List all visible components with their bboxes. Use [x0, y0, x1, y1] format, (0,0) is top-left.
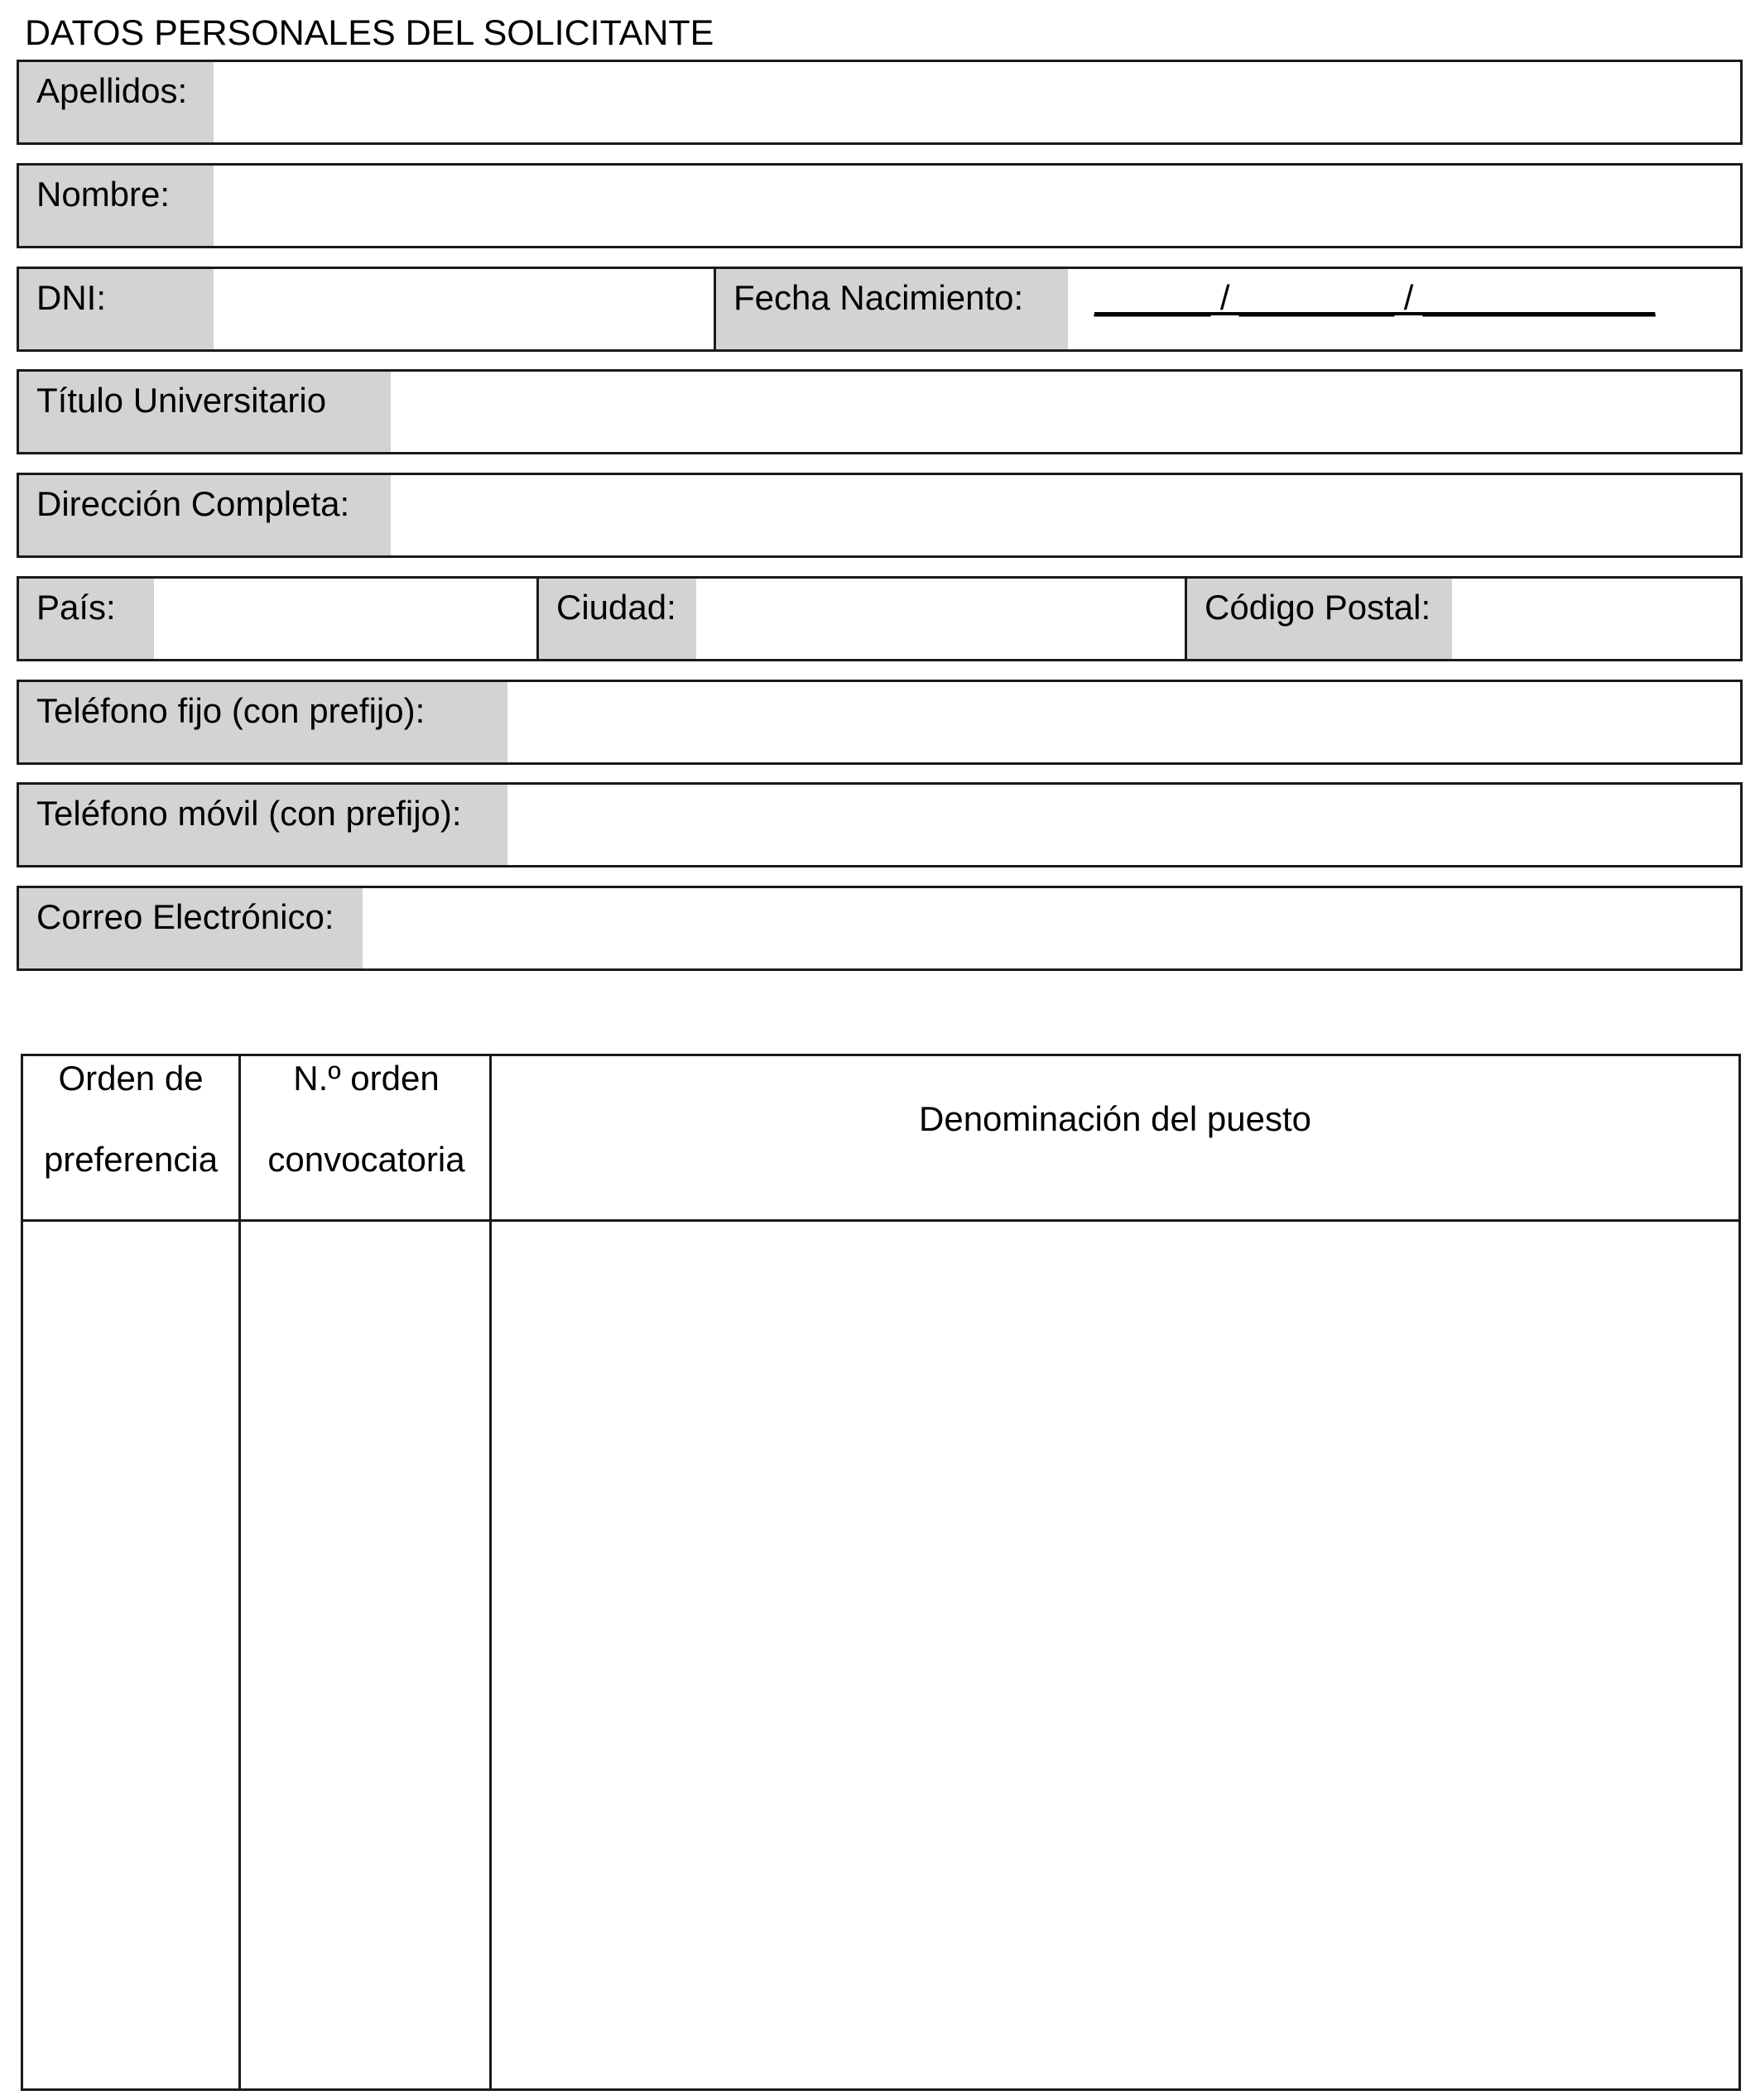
- header-orden-preferencia-line2: preferencia: [43, 1140, 219, 1179]
- titulo-row: [17, 369, 1743, 454]
- telefono-fijo-field[interactable]: [507, 682, 1740, 762]
- fecha-nacimiento-field[interactable]: [1068, 269, 1740, 349]
- preference-table: [21, 1054, 1741, 2091]
- codigo-postal-label: Código Postal:: [1187, 579, 1452, 659]
- header-orden-preferencia-line1: Orden de: [58, 1059, 204, 1098]
- nombre-segment: [19, 166, 1740, 246]
- telefono-fijo-row: [17, 680, 1743, 765]
- fecha-nacimiento-segment: [714, 269, 1740, 349]
- direccion-label: Dirección Completa:: [19, 475, 391, 555]
- dni-label: DNI:: [19, 269, 214, 349]
- titulo-segment: [19, 372, 1740, 452]
- correo-label: Correo Electrónico:: [19, 888, 363, 968]
- fecha-nacimiento-blank: ______ / ________ / ____________: [1094, 278, 1656, 317]
- cell-denominacion[interactable]: [492, 1222, 1738, 2088]
- pais-ciudad-cp-row: [17, 576, 1743, 661]
- header-numero-orden-line2: convocatoria: [267, 1140, 465, 1179]
- telefono-fijo-label: Teléfono fijo (con prefijo):: [19, 682, 507, 762]
- nombre-row: [17, 163, 1743, 248]
- fecha-nacimiento-label: Fecha Nacimiento:: [716, 269, 1068, 349]
- ciudad-label: Ciudad:: [539, 579, 696, 659]
- ciudad-segment: [536, 579, 1185, 659]
- direccion-segment: [19, 475, 1740, 555]
- ciudad-field[interactable]: [696, 579, 1185, 659]
- telefono-movil-label: Teléfono móvil (con prefijo):: [19, 785, 507, 865]
- form-title: DATOS PERSONALES DEL SOLICITANTE: [25, 13, 714, 53]
- correo-segment: [19, 888, 1740, 968]
- preference-table-header: [23, 1056, 1738, 1222]
- nombre-field[interactable]: [214, 166, 1740, 246]
- header-numero-orden: [241, 1056, 492, 1219]
- correo-row: [17, 886, 1743, 971]
- cell-numero-orden[interactable]: [241, 1222, 489, 2088]
- pais-field[interactable]: [154, 579, 536, 659]
- apellidos-field[interactable]: [214, 62, 1740, 142]
- apellidos-segment: [19, 62, 1740, 142]
- codigo-postal-segment: [1185, 579, 1740, 659]
- titulo-field[interactable]: [391, 372, 1740, 452]
- correo-field[interactable]: [363, 888, 1740, 968]
- codigo-postal-field[interactable]: [1452, 579, 1740, 659]
- apellidos-row: [17, 60, 1743, 145]
- telefono-movil-row: [17, 782, 1743, 867]
- telefono-fijo-segment: [19, 682, 1740, 762]
- header-orden-preferencia: [23, 1056, 238, 1219]
- telefono-movil-segment: [19, 785, 1740, 865]
- telefono-movil-field[interactable]: [507, 785, 1740, 865]
- header-denominacion: Denominación del puesto: [919, 1099, 1311, 1138]
- nombre-label: Nombre:: [19, 166, 214, 246]
- direccion-row: [17, 473, 1743, 558]
- direccion-field[interactable]: [391, 475, 1740, 555]
- pais-label: País:: [19, 579, 154, 659]
- apellidos-label: Apellidos:: [19, 62, 214, 142]
- header-numero-orden-line1: N.º orden: [293, 1059, 440, 1098]
- cell-orden-preferencia[interactable]: [23, 1222, 238, 2088]
- dni-fecha-row: [17, 267, 1743, 352]
- titulo-label: Título Universitario: [19, 372, 391, 452]
- pais-segment: [19, 579, 536, 659]
- dni-segment: [19, 269, 714, 349]
- dni-field[interactable]: [214, 269, 714, 349]
